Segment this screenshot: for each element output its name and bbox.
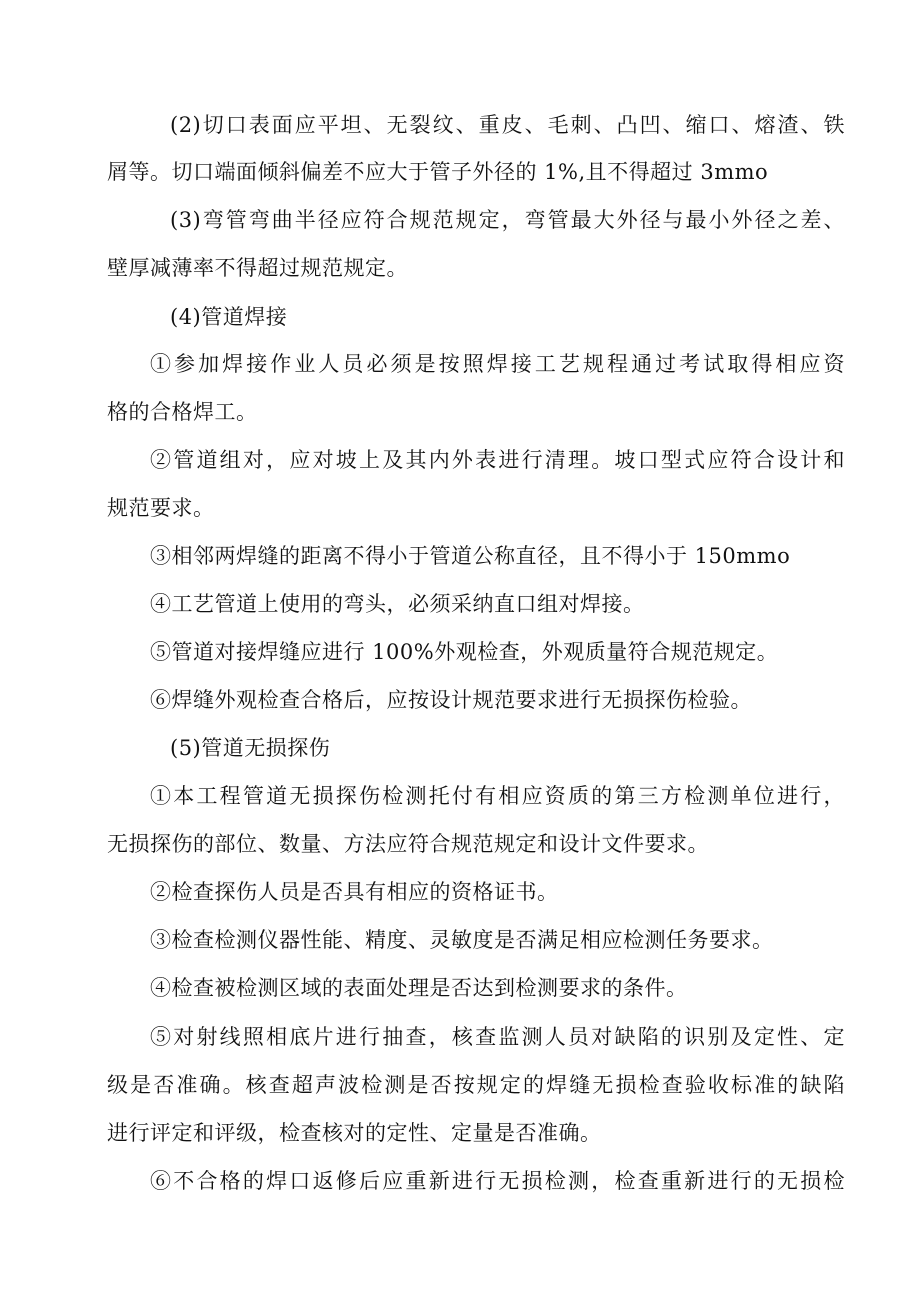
paragraph-line: ②检查探伤人员是否具有相应的资格证书。 [150,880,559,904]
paragraph-line: 进行评定和评级，检查核对的定性、定量是否准确。 [107,1121,602,1145]
paragraph-line: ⑥不合格的焊口返修后应重新进行无损检测，检查重新进行的无损检 [150,1169,845,1193]
paragraph-line: ①本工程管道无损探伤检测托付有相应资质的第三方检测单位进行， [150,784,845,808]
section-heading: (4)管道焊接 [170,305,288,329]
paragraph-line: ③检查检测仪器性能、精度、灵敏度是否满足相应检测任务要求。 [150,928,774,952]
paragraph-line: (3)弯管弯曲半径应符合规范规定，弯管最大外径与最小外径之差、 [170,208,845,232]
paragraph-line: 规范要求。 [107,496,215,520]
paragraph-line: ⑥焊缝外观检查合格后，应按设计规范要求进行无损探伤检验。 [150,688,752,712]
paragraph-line: 壁厚减薄率不得超过规范规定。 [107,256,408,280]
paragraph-line: ③相邻两焊缝的距离不得小于管道公称直径，且不得小于 150mmo [150,544,791,568]
paragraph-line: 无损探伤的部位、数量、方法应符合规范规定和设计文件要求。 [107,832,709,856]
section-heading: (5)管道无损探伤 [170,736,331,760]
paragraph-line: ⑤管道对接焊缝应进行 100%外观检查，外观质量符合规范规定。 [150,640,779,664]
paragraph-line: ④工艺管道上使用的弯头，必须采纳直口组对焊接。 [150,592,645,616]
paragraph-line: 格的合格焊工。 [107,400,258,424]
paragraph-line: ①参加焊接作业人员必须是按照焊接工艺规程通过考试取得相应资 [150,352,845,376]
paragraph-line: 屑等。切口端面倾斜偏差不应大于管子外径的 1%,且不得超过 3mmo [107,160,769,184]
paragraph-line: ④检查被检测区域的表面处理是否达到检测要求的条件。 [150,976,688,1000]
paragraph-line: 级是否准确。核查超声波检测是否按规定的焊缝无损检查验收标准的缺陷 [107,1073,845,1097]
paragraph-line: ②管道组对，应对坡上及其内外表进行清理。坡口型式应符合设计和 [150,448,845,472]
paragraph-line: (2)切口表面应平坦、无裂纹、重皮、毛刺、凸凹、缩口、熔渣、铁 [170,113,845,137]
paragraph-line: ⑤对射线照相底片进行抽查，核查监测人员对缺陷的识别及定性、定 [150,1025,845,1049]
